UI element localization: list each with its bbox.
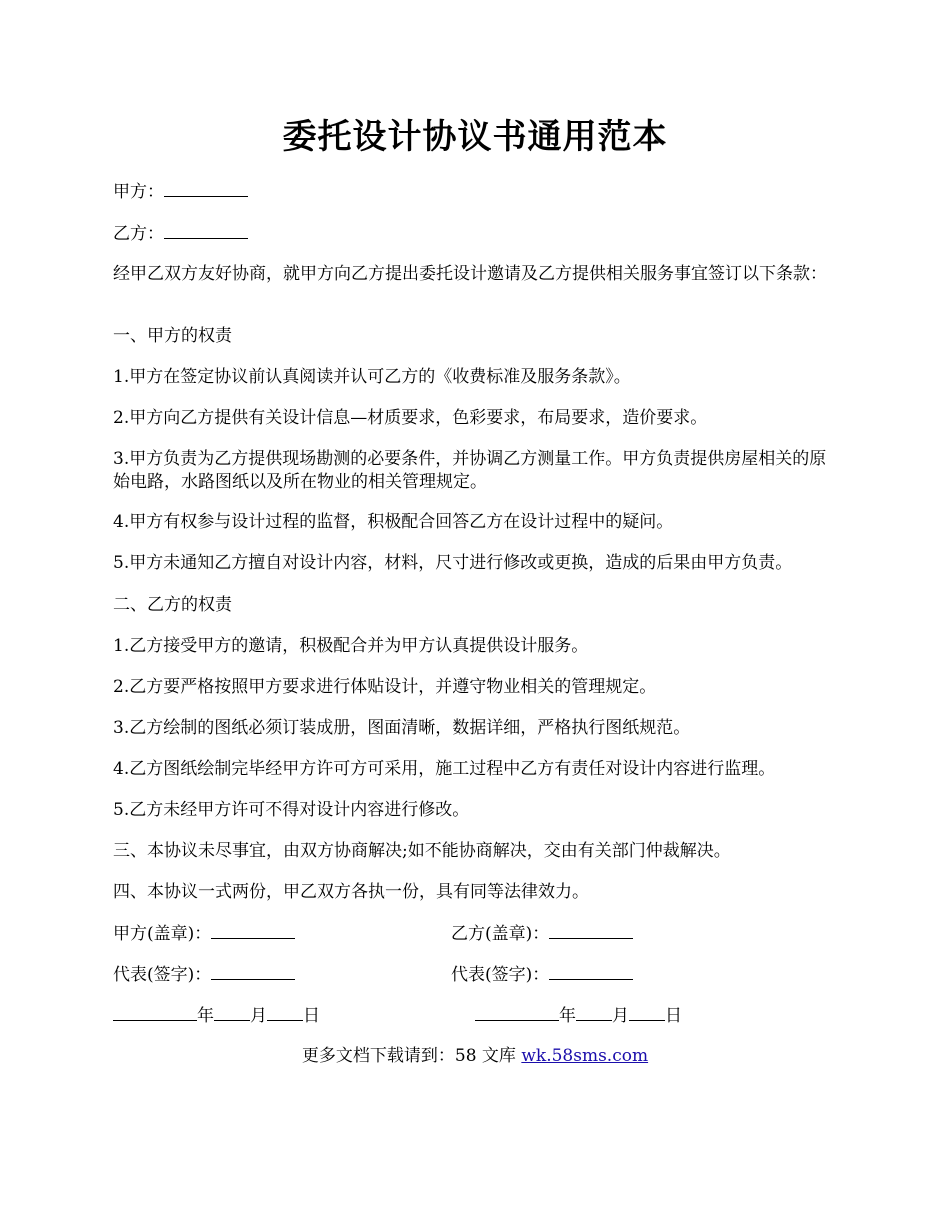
section2-item: 2.乙方要严格按照甲方要求进行体贴设计，并遵守物业相关的管理规定。 — [113, 677, 657, 697]
party-b-seal-blank — [549, 922, 633, 939]
year-a-label: 年 — [197, 1006, 214, 1026]
rep-sign-b-blank — [549, 963, 633, 980]
date-b — [475, 1004, 682, 1028]
day-b-label: 日 — [665, 1006, 682, 1026]
footer-link[interactable]: wk.58sms.com — [521, 1046, 649, 1066]
section4-paragraph: 四、本协议一式两份，甲乙双方各执一份，具有同等法律效力。 — [113, 882, 589, 902]
party-b-blank — [164, 222, 248, 239]
party-b-label: 乙方： — [113, 224, 164, 244]
section1-item: 5.甲方未通知乙方擅自对设计内容，材料，尺寸进行修改或更换，造成的后果由甲方负责。 — [113, 553, 793, 573]
day-a-blank — [267, 1004, 303, 1021]
section2-item: 5.乙方未经甲方许可不得对设计内容进行修改。 — [113, 800, 470, 820]
date-line — [113, 1004, 843, 1028]
month-a-blank — [214, 1004, 250, 1021]
party-a-seal-blank — [211, 922, 295, 939]
year-b-blank — [475, 1004, 559, 1021]
day-a-label: 日 — [303, 1006, 320, 1026]
party-a-seal-label: 甲方(盖章)： — [113, 924, 212, 944]
day-b-blank — [629, 1004, 665, 1021]
rep-sign-a-blank — [211, 963, 295, 980]
section1-item: 3.甲方负责为乙方提供现场勘测的必要条件，并协调乙方测量工作。甲方负责提供房屋相关的原始电路，水路图纸以及所在物业的相关管理规定。 — [113, 449, 827, 492]
section2-heading: 二、乙方的权责 — [113, 595, 232, 615]
year-b-label: 年 — [559, 1006, 576, 1026]
section2-item: 1.乙方接受甲方的邀请，积极配合并为甲方认真提供设计服务。 — [113, 636, 589, 656]
party-a-line — [113, 180, 843, 204]
month-b-label: 月 — [612, 1006, 629, 1026]
party-b-seal — [451, 922, 633, 946]
document-title: 委托设计协议书通用范本 — [282, 117, 668, 157]
section1-heading: 一、甲方的权责 — [113, 326, 232, 346]
year-a-blank — [113, 1004, 197, 1021]
rep-sign-b — [451, 963, 633, 987]
section1-item: 2.甲方向乙方提供有关设计信息—材质要求，色彩要求，布局要求，造价要求。 — [113, 408, 708, 428]
party-a-blank — [164, 180, 248, 197]
footer — [0, 1045, 950, 1068]
month-a-label: 月 — [250, 1006, 267, 1026]
representative-line — [113, 963, 843, 987]
section3-paragraph: 三、本协议未尽事宜，由双方协商解决;如不能协商解决，交由有关部门仲裁解决。 — [113, 841, 731, 861]
section1-item: 4.甲方有权参与设计过程的监督，积极配合回答乙方在设计过程中的疑问。 — [113, 512, 674, 532]
rep-sign-a-label: 代表(签字)： — [113, 965, 212, 985]
month-b-blank — [576, 1004, 612, 1021]
party-a-label: 甲方： — [113, 182, 164, 202]
intro-paragraph: 经甲乙双方友好协商，就甲方向乙方提出委托设计邀请及乙方提供相关服务事宜签订以下条款： — [113, 264, 827, 284]
section2-item: 4.乙方图纸绘制完毕经甲方许可方可采用，施工过程中乙方有责任对设计内容进行监理。 — [113, 759, 776, 779]
section2-item: 3.乙方绘制的图纸必须订装成册，图面清晰，数据详细，严格执行图纸规范。 — [113, 718, 691, 738]
footer-text: 更多文档下载请到：58 文库 — [301, 1046, 522, 1066]
rep-sign-b-label: 代表(签字)： — [451, 965, 550, 985]
seal-line — [113, 922, 843, 946]
section1-item: 1.甲方在签定协议前认真阅读并认可乙方的《收费标准及服务条款》。 — [113, 367, 631, 387]
party-b-seal-label: 乙方(盖章)： — [451, 924, 550, 944]
party-b-line — [113, 222, 843, 246]
